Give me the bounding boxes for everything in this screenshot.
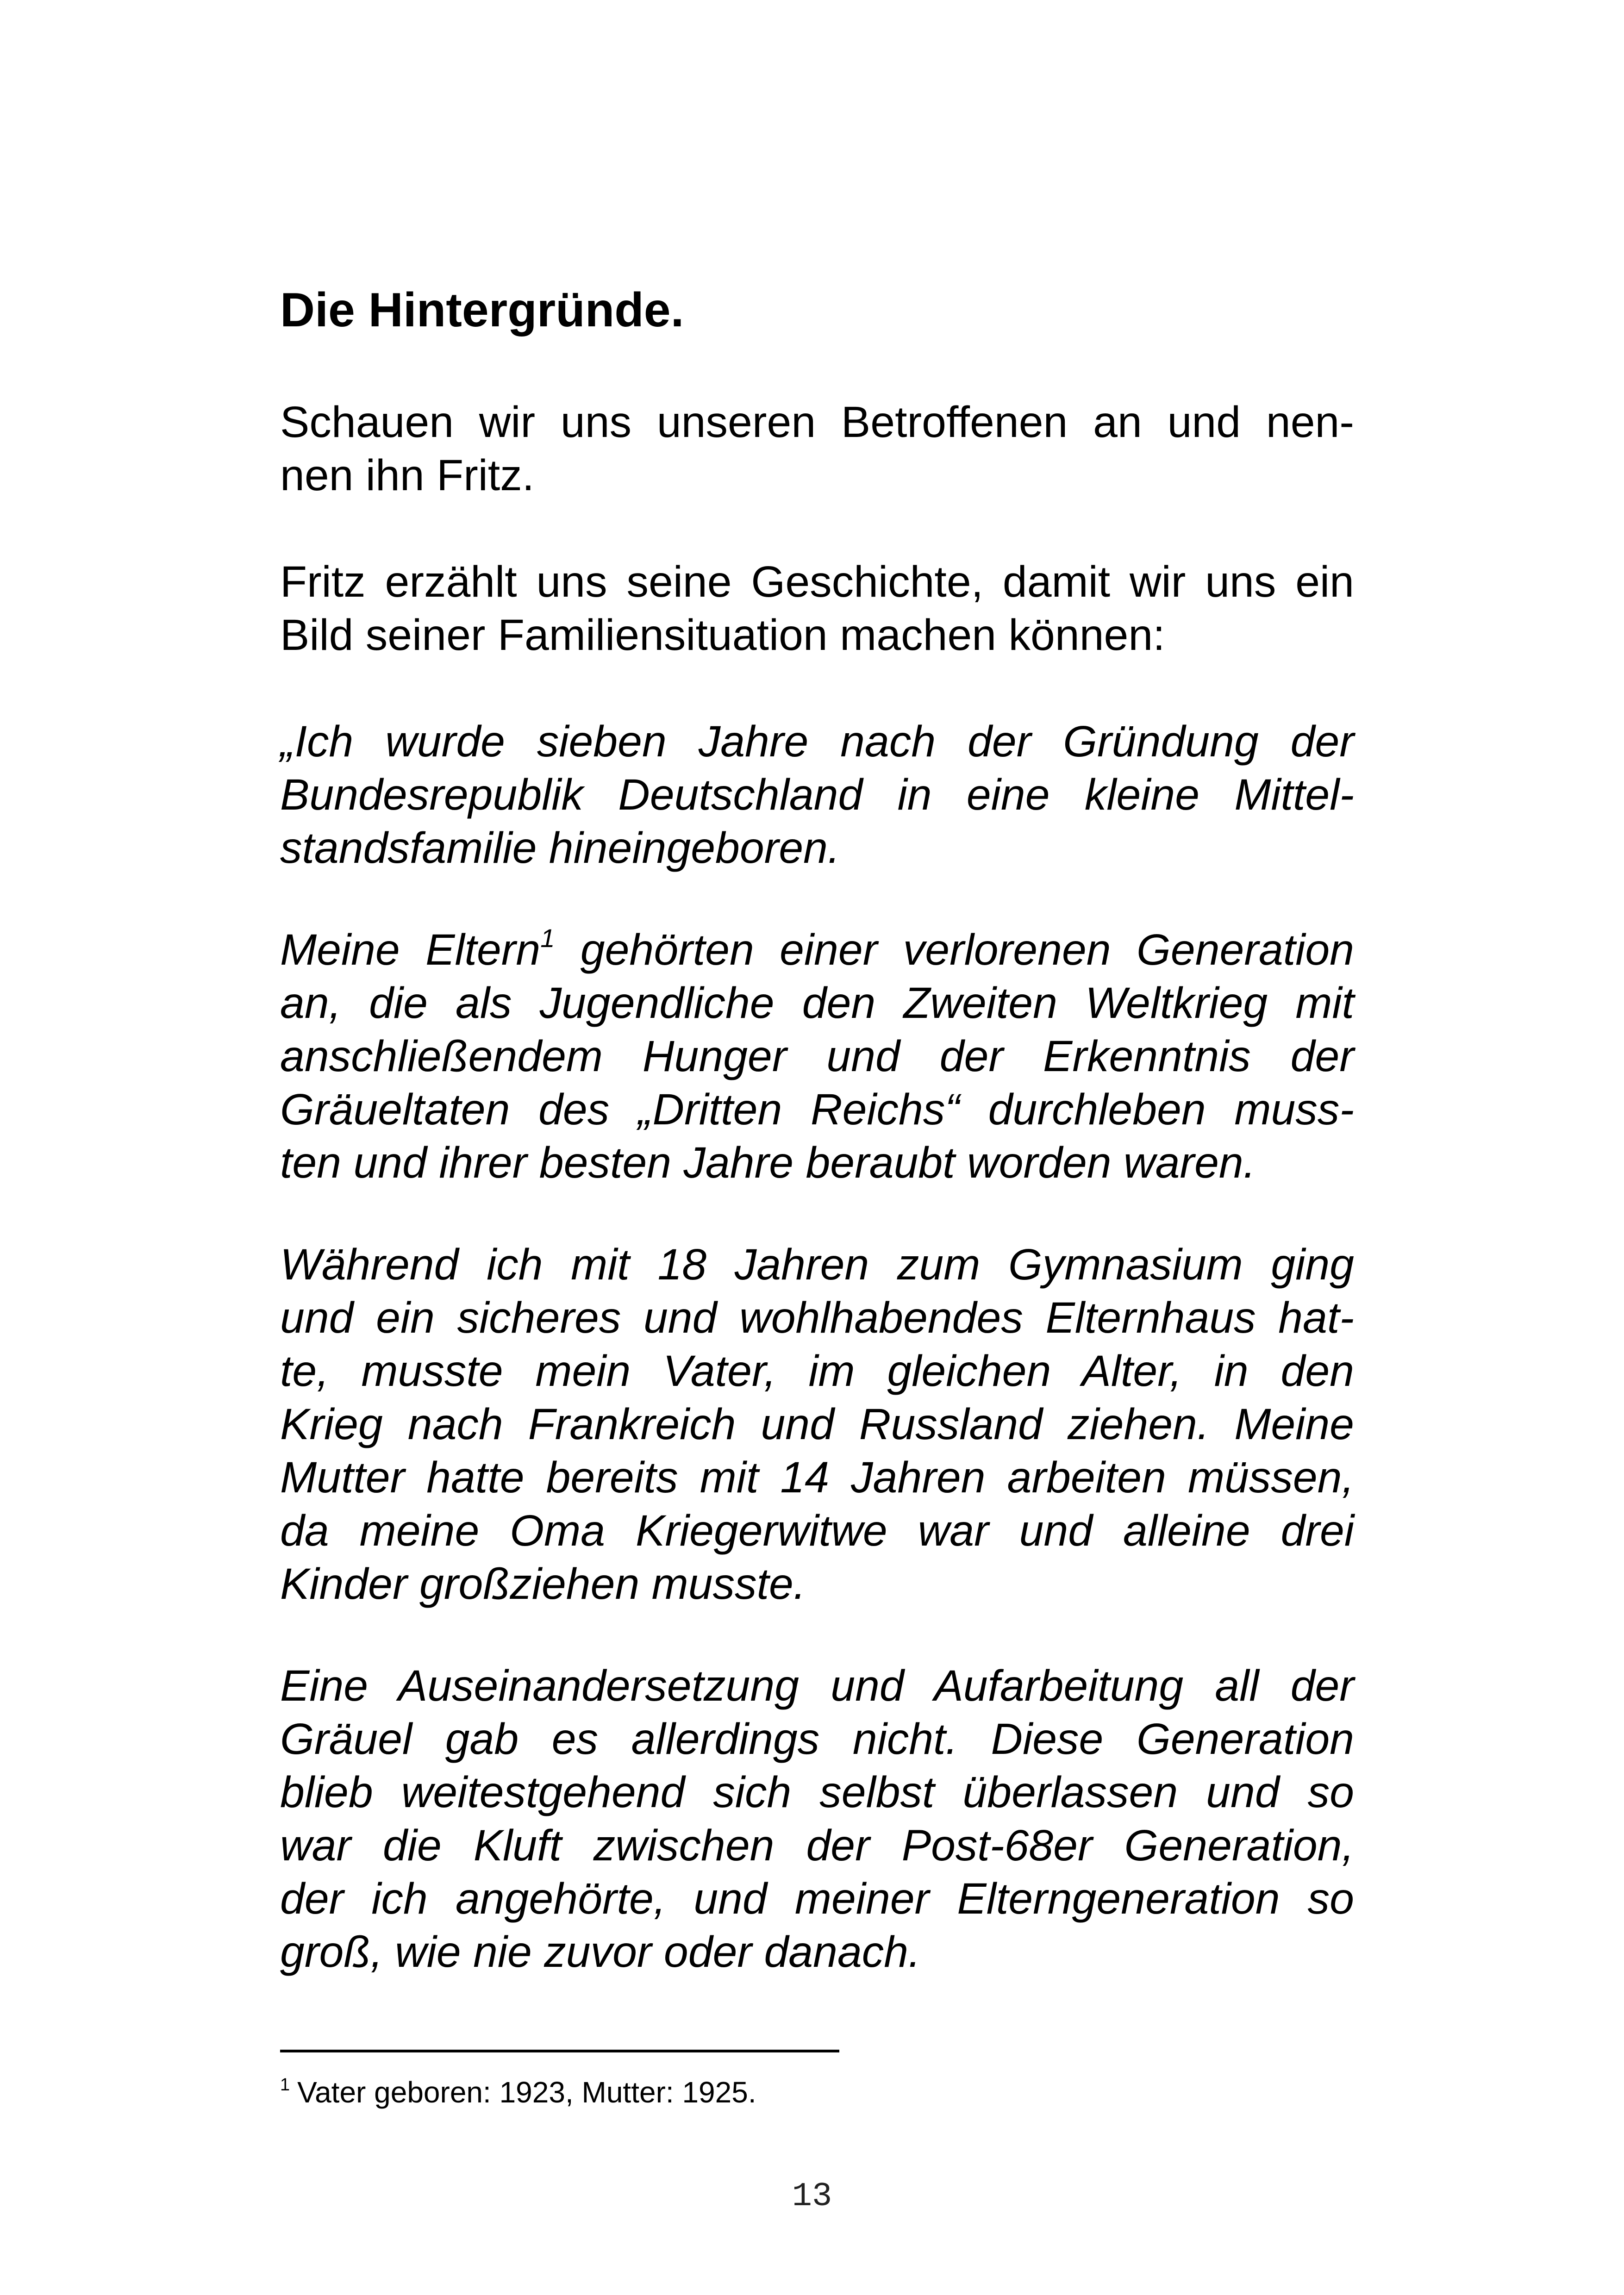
footnote-text: Vater geboren: 1923, Mutter: 1925. bbox=[297, 2076, 756, 2109]
page-number: 13 bbox=[792, 2177, 832, 2215]
footnote-reference: 1 bbox=[540, 923, 555, 953]
paragraph-line: da meine Oma Kriegerwitwe war und alleine drei bbox=[280, 1506, 1354, 1555]
paragraph-line-start: Meine Eltern bbox=[280, 925, 541, 974]
paragraph-line: Während ich mit 18 Jahren zum Gymnasium ging bbox=[280, 1240, 1354, 1289]
paragraph-line: Kinder großziehen musste. bbox=[280, 1559, 806, 1609]
paragraph-line: Fritz erzählt uns seine Geschichte, damit wir uns ein bbox=[280, 557, 1354, 606]
paragraph-parents bbox=[280, 923, 1354, 1190]
paragraph-line: war die Kluft zwischen der Post-68er Generation, bbox=[280, 1821, 1354, 1870]
paragraph-generation-gap bbox=[280, 1659, 1354, 1979]
paragraph-line: Gräueltaten des „Dritten Reichs“ durchleben muss- bbox=[280, 1085, 1354, 1134]
paragraph-line: Eine Auseinandersetzung und Aufarbeitung all der bbox=[280, 1661, 1354, 1710]
paragraph-line: Krieg nach Frankreich und Russland ziehen. Meine bbox=[280, 1400, 1354, 1449]
footnote-separator bbox=[280, 2050, 839, 2052]
paragraph-fritz-story bbox=[280, 555, 1354, 662]
paragraph-quote-birth bbox=[280, 715, 1354, 875]
paragraph-intro bbox=[280, 396, 1354, 502]
paragraph-line: „Ich wurde sieben Jahre nach der Gründung der bbox=[280, 717, 1354, 766]
paragraph-line: ten und ihrer besten Jahre beraubt worden waren. bbox=[280, 1138, 1256, 1187]
paragraph-line: blieb weitestgehend sich selbst überlassen und so bbox=[280, 1768, 1354, 1817]
paragraph-line: und ein sicheres und wohlhabendes Elternhaus hat- bbox=[280, 1293, 1354, 1342]
paragraph-line: Bild seiner Familiensituation machen können: bbox=[280, 611, 1165, 660]
paragraph-line: Gräuel gab es allerdings nicht. Diese Generation bbox=[280, 1715, 1354, 1764]
paragraph-line-end: gehörten einer verlorenen Generation bbox=[555, 925, 1355, 974]
paragraph-line: Schauen wir uns unseren Betroffenen an und nen- bbox=[280, 398, 1354, 447]
paragraph-line: nen ihn Fritz. bbox=[280, 451, 535, 500]
footnote-marker: 1 bbox=[280, 2075, 290, 2095]
section-heading: Die Hintergründe. bbox=[280, 283, 684, 337]
paragraph-line: Mutter hatte bereits mit 14 Jahren arbeiten müssen, bbox=[280, 1453, 1354, 1502]
paragraph-line: an, die als Jugendliche den Zweiten Weltkrieg mit bbox=[280, 979, 1354, 1028]
paragraph-line: standsfamilie hineingeboren. bbox=[280, 823, 840, 873]
paragraph-line: Bundesrepublik Deutschland in eine kleine Mittel- bbox=[280, 770, 1354, 819]
paragraph-line: anschließendem Hunger und der Erkenntnis der bbox=[280, 1032, 1354, 1081]
paragraph-gymnasium bbox=[280, 1238, 1354, 1611]
paragraph-line: te, musste mein Vater, im gleichen Alter, in den bbox=[280, 1347, 1354, 1396]
footnote bbox=[280, 2074, 756, 2111]
paragraph-line bbox=[280, 923, 1354, 977]
paragraph-line: groß, wie nie zuvor oder danach. bbox=[280, 1927, 921, 1977]
paragraph-line: der ich angehörte, und meiner Elterngeneration so bbox=[280, 1874, 1354, 1923]
